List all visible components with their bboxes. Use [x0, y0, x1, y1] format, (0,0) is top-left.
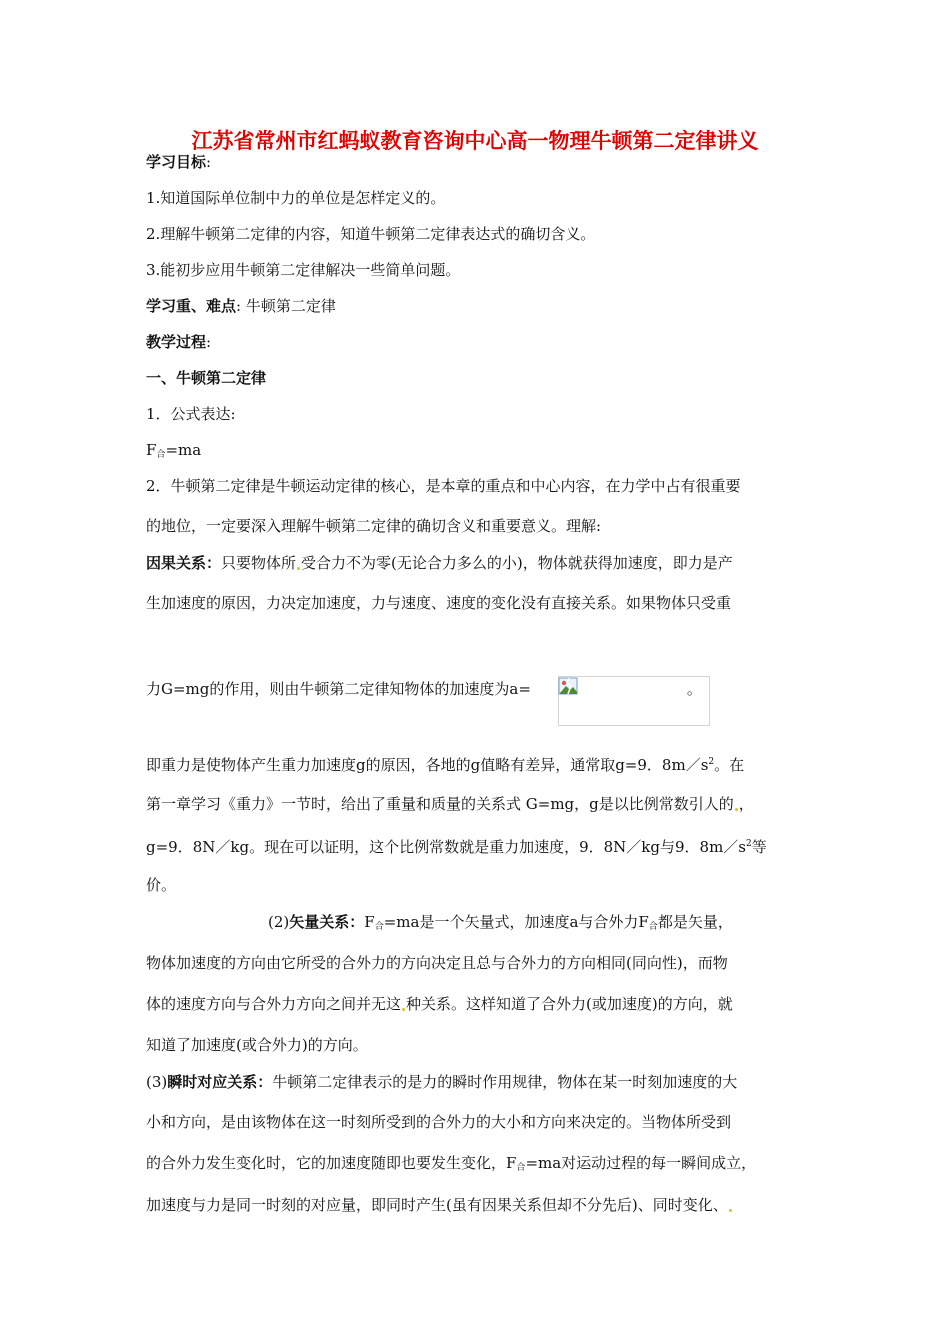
marker-dot	[729, 1209, 732, 1212]
image-placeholder	[558, 676, 710, 726]
vector-line-4: 知道了加速度(或合外力)的方向。	[146, 1036, 368, 1054]
formula-f: F	[146, 441, 157, 459]
instant-label: 瞬时对应关系：	[167, 1073, 273, 1091]
vector-label: 矢量关系：	[289, 913, 365, 931]
formula	[146, 440, 201, 465]
formula-sub: 合	[156, 450, 166, 460]
vector-line-2: 物体加速度的方向由它所受的合外力的方向决定且总与合外力的方向相同(同向性)，而物	[146, 954, 728, 972]
instant-line-2: 小和方向，是由该物体在这一时刻所受到的合外力的大小和方向来决定的。当物体所受到	[146, 1113, 732, 1131]
causal-line-6: g=9．8N／kg。现在可以证明，这个比例常数就是重力加速度，9．8N／kg与9．$8m/s^2$等	[146, 838, 767, 856]
marker-dot	[402, 1008, 405, 1011]
broken-image-icon	[558, 677, 578, 695]
causal-line-7: 价。	[146, 876, 177, 894]
instant-line-4: 加速度与力是同一时刻的对应量，即同时产生(虽有因果关系但却不分先后)、同时变化、	[146, 1195, 733, 1215]
causal-line-5: 第一章学习《重力》一节时，给出了重量和质量的关系式 G=mg，g是以比例常数引人的 ，	[146, 795, 754, 813]
objectives-label: 学习目标	[146, 153, 207, 171]
paragraph-line: 的地位，一定要深入理解牛顿第二定律的确切含义和重要意义。理解:	[146, 517, 602, 535]
causal-line-4: 即重力是使物体产生重力加速度g的原因，各地的g值略有差异，通常取g=9．$8m/s^2$。在	[146, 756, 745, 774]
causal-line-3: 力G=mg的作用，则由牛顿第二定律知物体的加速度为a= 。	[146, 680, 702, 698]
page-title: 江苏省常州市红蚂蚁教育咨询中心高一物理牛顿第二定律讲义	[191, 129, 759, 153]
causal-line-1: 因果关系：只要物体所 受合力不为零(无论合力多么的小)，物体就获得加速度，即力是产	[146, 554, 733, 572]
objective-item: 2.理解牛顿第二定律的内容，知道牛顿第二定律表达式的确切含义。	[146, 225, 596, 243]
key-points-colon: :	[236, 297, 246, 315]
causal-line-2: 生加速度的原因，力决定加速度，力与速度、速度的变化没有直接关系。如果物体只受重	[146, 594, 732, 612]
process-label: 教学过程	[146, 333, 207, 351]
causal-label: 因果关系：	[146, 554, 222, 572]
marker-dot	[297, 567, 300, 570]
process-colon: :	[206, 333, 212, 351]
objectives-colon: :	[206, 153, 212, 171]
objectives-heading	[146, 152, 211, 172]
key-points	[146, 296, 336, 316]
key-points-label: 学习重、难点	[146, 297, 237, 315]
vector-line-3: 体的速度方向与合外力方向之间并无这 种关系。这样知道了合外力(或加速度)的方向，就	[146, 995, 733, 1013]
process-heading	[146, 332, 211, 352]
marker-dot	[735, 808, 738, 811]
key-points-text: 牛顿第二定律	[245, 297, 336, 315]
formula-rest: =ma	[165, 441, 202, 459]
section-heading: 一、牛顿第二定律	[146, 369, 267, 387]
vector-line-1: (2)矢量关系：$F_合=ma$是一个矢量式，加速度a与合外力$F_合$都是矢量，	[268, 913, 733, 932]
instant-line-1: (3)瞬时对应关系：牛顿第二定律表示的是力的瞬时作用规律，物体在某一时刻加速度的大	[146, 1073, 738, 1091]
objective-item: 1.知道国际单位制中力的单位是怎样定义的。	[146, 189, 446, 207]
instant-line-3: 的合外力发生变化时，它的加速度随即也要发生变化，$F_合=ma$对运动过程的每一瞬间成立，	[146, 1154, 757, 1173]
formula-intro: 1．公式表达:	[146, 405, 236, 423]
paragraph-line: 2．牛顿第二定律是牛顿运动定律的核心，是本章的重点和中心内容，在力学中占有很重要	[146, 477, 741, 495]
objective-item: 3.能初步应用牛顿第二定律解决一些简单问题。	[146, 261, 461, 279]
